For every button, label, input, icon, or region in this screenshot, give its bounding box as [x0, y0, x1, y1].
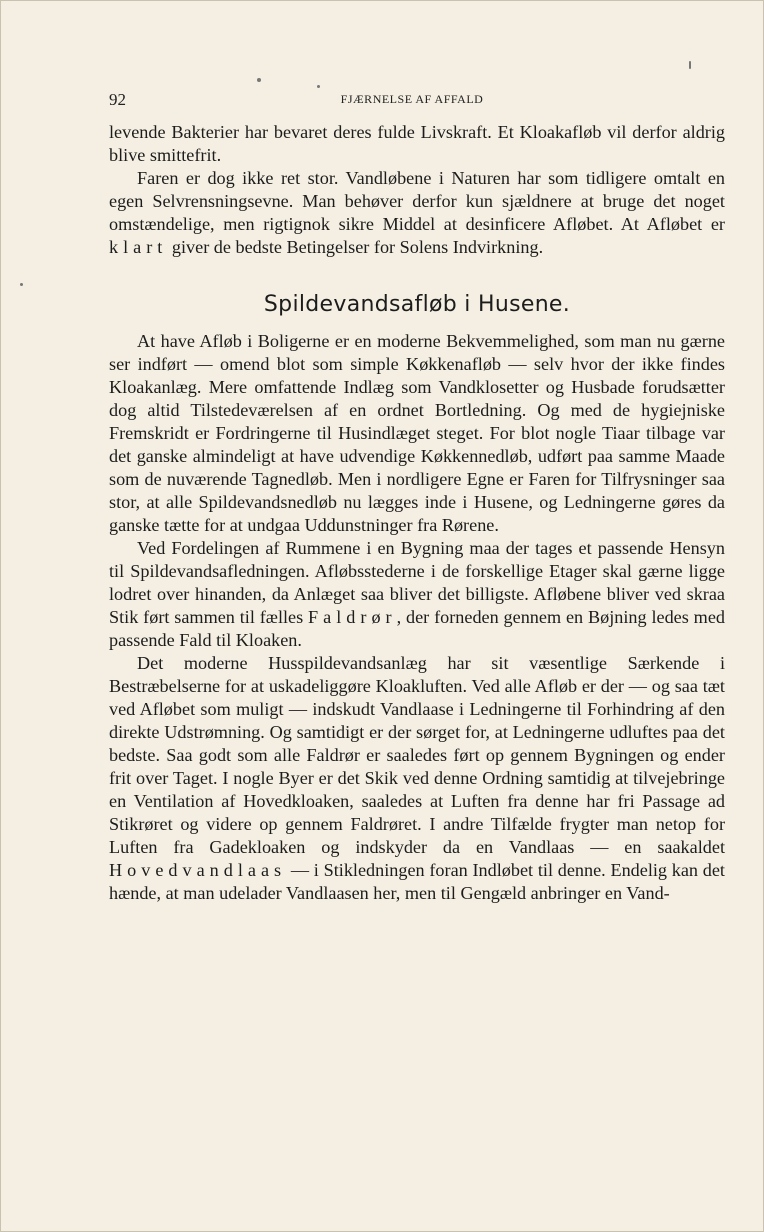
text-run: At have Afløb i Boligerne er en moderne Bekvemmelighed, som man nu gærne ser indført — omend blot som simple Køkkenafløb — selv hvor der ikke findes Kloakanlæg. Mere omfattende Indlæg som Vandklosetter og Husbade forudsætter dog altid Tilstedeværelsen af en ordnet Bortledning. Og med de hygiejniske Fremskridt er Fordringerne til Husindlæget steget. For blot nogle Tiaar tilbage var det ganske almindeligt at have udvendige Køkkennedløb, udført paa samme Maade som de nuværende Tagnedløb. Men i nordligere Egne er Faren for Tilfrysninger saa stor, at alle Spildevandsnedløb nu lægges inde i Husene, og Ledningerne gøres da ganske tætte for at undgaa Uddunstninger fra Rørene. — [109, 331, 725, 535]
text-run: Ved Fordelingen af Rummene i en Bygning maa der tages et passende Hensyn til Spildevandsafledningen. Afløbsstederne i de forskellige Etager skal gærne ligge lodret over hinanden, da Anlæget saa bliver det billigste. Afløbene bliver ved skraa Stik ført sammen til fælles — [109, 538, 725, 627]
spaced-emphasis: Faldrør — [308, 607, 397, 627]
section-heading: Spildevandsafløb i Husene. — [263, 292, 571, 317]
text-run: levende Bakterier har bevaret deres fulde Livskraft. Et Kloakafløb vil derfor aldrig blive smittefrit. — [109, 122, 725, 165]
text-run: — i Stikledningen foran Indløbet til denne. Endelig kan det hænde, at man udelader Vandlaasen her, men til Gengæld anbringer en Vand- — [109, 860, 725, 903]
running-title: FJÆRNELSE AF AFFALD — [340, 92, 484, 106]
text-run: giver de bedste Betingelser for Solens Indvirkning. — [167, 237, 544, 257]
paper-speck — [317, 85, 320, 88]
body-text — [109, 121, 725, 905]
paragraph — [109, 167, 725, 259]
paper-speck — [689, 61, 691, 69]
paper-speck — [257, 78, 261, 82]
paragraph — [109, 121, 725, 167]
text-run: Faren er dog ikke ret stor. Vandløbene i Naturen har som tidligere omtalt en egen Selvrensningsevne. Man behøver derfor kun sjældnere at bruge det noget omstændelige, men rigtignok sikre Middel at desinficere Afløbet. At Afløbet er — [109, 168, 725, 234]
spaced-emphasis: klart — [109, 237, 168, 257]
spaced-emphasis: Hovedvandlaas — [109, 860, 287, 880]
paper-speck — [20, 283, 23, 286]
page-number: 92 — [109, 90, 126, 109]
paragraph — [109, 537, 725, 652]
paragraph — [109, 330, 725, 537]
paragraphs-before — [109, 121, 725, 259]
text-run: , der forneden gennem en Bøjning ledes med passende Fald til Kloaken. — [109, 607, 725, 650]
text-run: Det moderne Husspildevandsanlæg har sit væsentlige Særkende i Bestræbelserne for at uskadeliggøre Kloakluften. Ved alle Afløb er der — og saa tæt ved Afløbet som muligt — indskudt Vandlaase i Ledningerne til Forhindring af den direkte Udstrømning. Og samtidigt er der sørget for, at Ledningerne udluftes paa det bedste. Saa godt som alle Faldrør er saaledes ført op gennem Bygningen og ender frit over Taget. I nogle Byer er det Skik ved denne Ordning samtidig at tilvejebringe en Ventilation af Hovedkloaken, saaledes at Luften fra denne har fri Passage ad Stikrøret og videre op gennem Faldrøret. I andre Tilfælde frygter man netop for Luften fra Gadekloaken og indskyder da en Vandlaas — en saakaldet — [109, 653, 725, 857]
paragraph — [109, 652, 725, 905]
paragraphs-after — [109, 330, 725, 905]
